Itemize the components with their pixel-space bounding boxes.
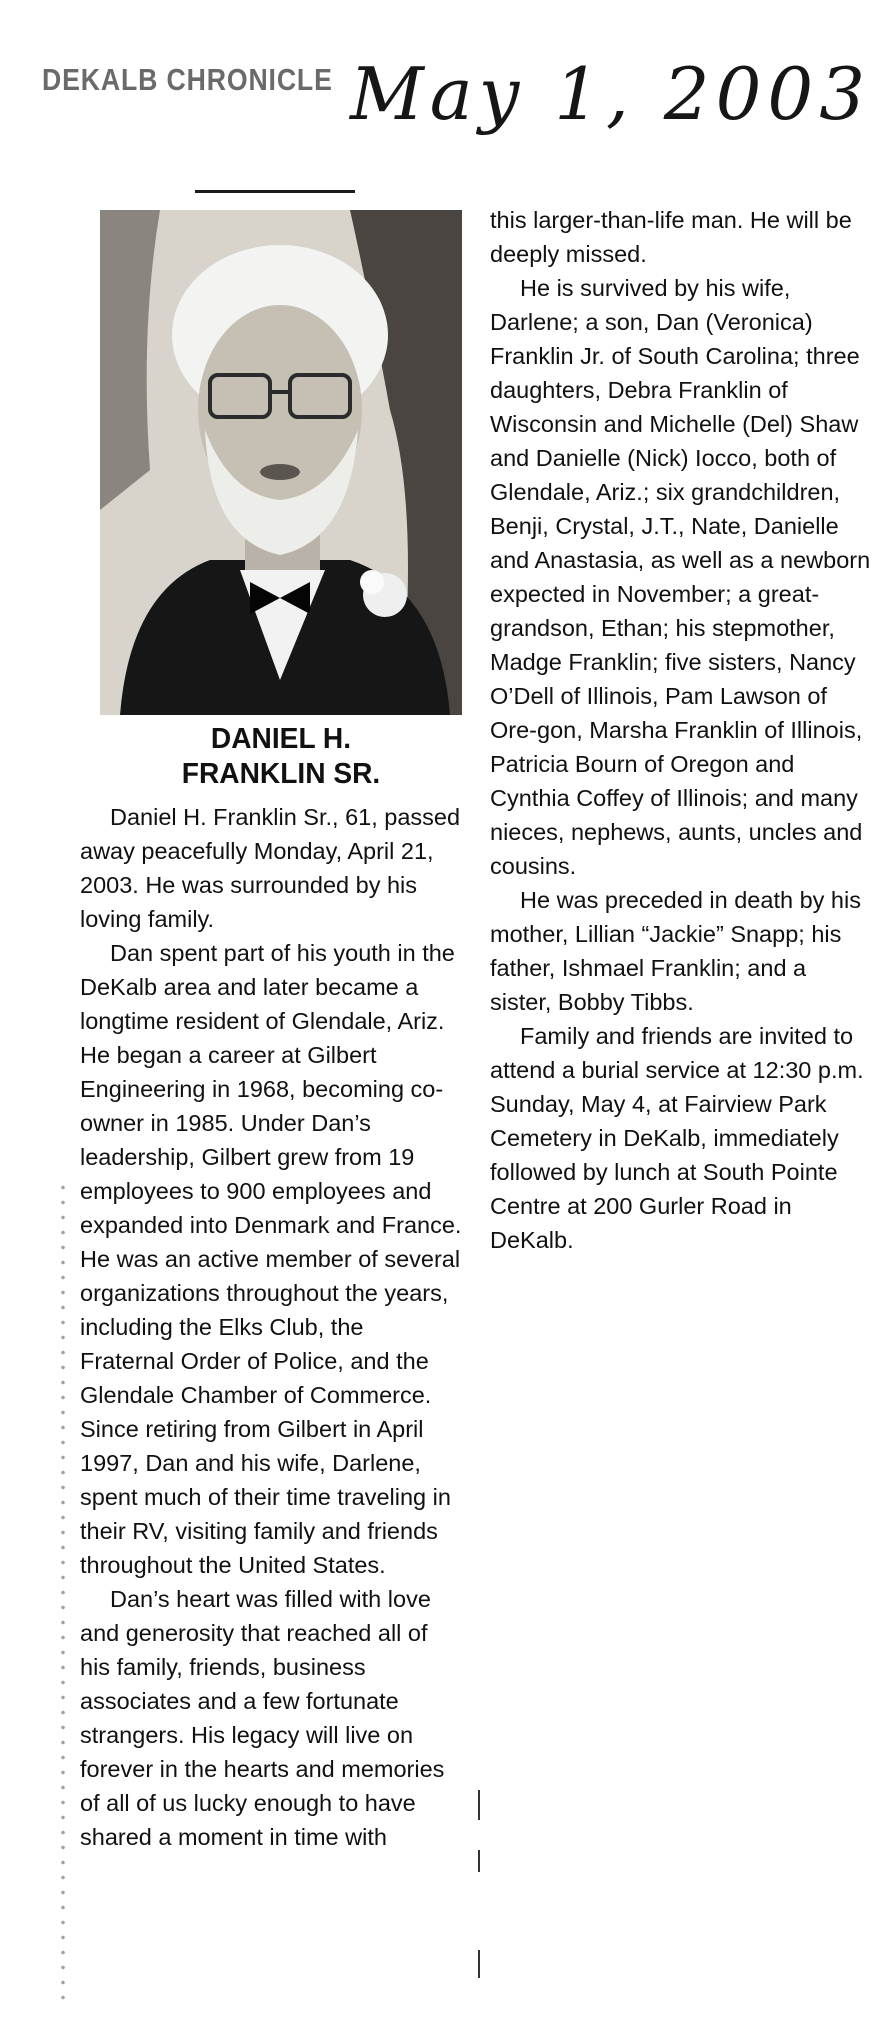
paragraph: Daniel H. Franklin Sr., 61, passed away peacefully Monday, April 21, 2003. He was surrounded by his loving family. (80, 804, 461, 932)
paragraph: He was preceded in death by his mother, Lillian “Jackie” Snapp; his father, Ishmael Franklin; and a sister, Bobby Tibbs. (490, 887, 861, 1015)
publication-name: DEKALB CHRONICLE (42, 62, 333, 97)
paragraph: this larger-than-life man. He will be deeply missed. (490, 207, 852, 267)
scan-margin-perforation (58, 1180, 70, 2000)
portrait-photo-icon (100, 210, 462, 715)
scan-mark (478, 1950, 480, 1978)
handwritten-date: May 1, 2003 (350, 52, 872, 136)
scan-mark (478, 1850, 480, 1872)
paragraph: Family and friends are invited to attend a burial service at 12:30 p.m. Sunday, May 4, at Fairview Park Cemetery in DeKalb, immediately followed by lunch at South Pointe Centre at 200 Gurler Road in DeKalb. (490, 1023, 864, 1253)
scan-mark (478, 1790, 480, 1820)
column-left (80, 800, 462, 1854)
obituary-headline (105, 722, 456, 792)
headline-line-1: DANIEL H. (210, 723, 352, 755)
paragraph: He is survived by his wife, Darlene; a son, Dan (Veronica) Franklin Jr. of South Carolina; three daughters, Debra Franklin of Wisconsin and Michelle (Del) Shaw and Danielle (Nick) Iocco, both of Glendale, Ariz.; six grandchildren, Benji, Crystal, J.T., Nate, Danielle and Anastasia, as well as a newborn expected in November; a great-grandson, Ethan; his stepmother, Madge Franklin; five sisters, Nancy O’Dell of Illinois, Pam Lawson of Ore-gon, Marsha Franklin of Illinois, Patricia Bourn of Oregon and Cynthia Coffey of Illinois; and many nieces, nephews, aunts, uncles and cousins. (490, 275, 871, 879)
header-rule (195, 190, 355, 193)
headline-line-2: FRANKLIN SR. (181, 758, 381, 790)
paragraph: Dan spent part of his youth in the DeKalb area and later became a longtime resident of Glendale, Ariz. He began a career at Gilbert Engineering in 1968, becoming co-owner in 1985. Under Dan’s leadership, Gilbert grew from 19 employees to 900 employees and expanded into Denmark and France. He was an active member of several organizations throughout the years, including the Elks Club, the Fraternal Order of Police, and the Glendale Chamber of Commerce. Since retiring from Gilbert in April 1997, Dan and his wife, Darlene, spent much of their time traveling in their RV, visiting family and friends throughout the United States. (80, 940, 462, 1578)
column-right (490, 203, 872, 1257)
paragraph: Dan’s heart was filled with love and generosity that reached all of his family, friends, business associates and a few fortunate strangers. His legacy will live on forever in the hearts and memories of all of us lucky enough to have shared a moment in time with (80, 1586, 445, 1850)
